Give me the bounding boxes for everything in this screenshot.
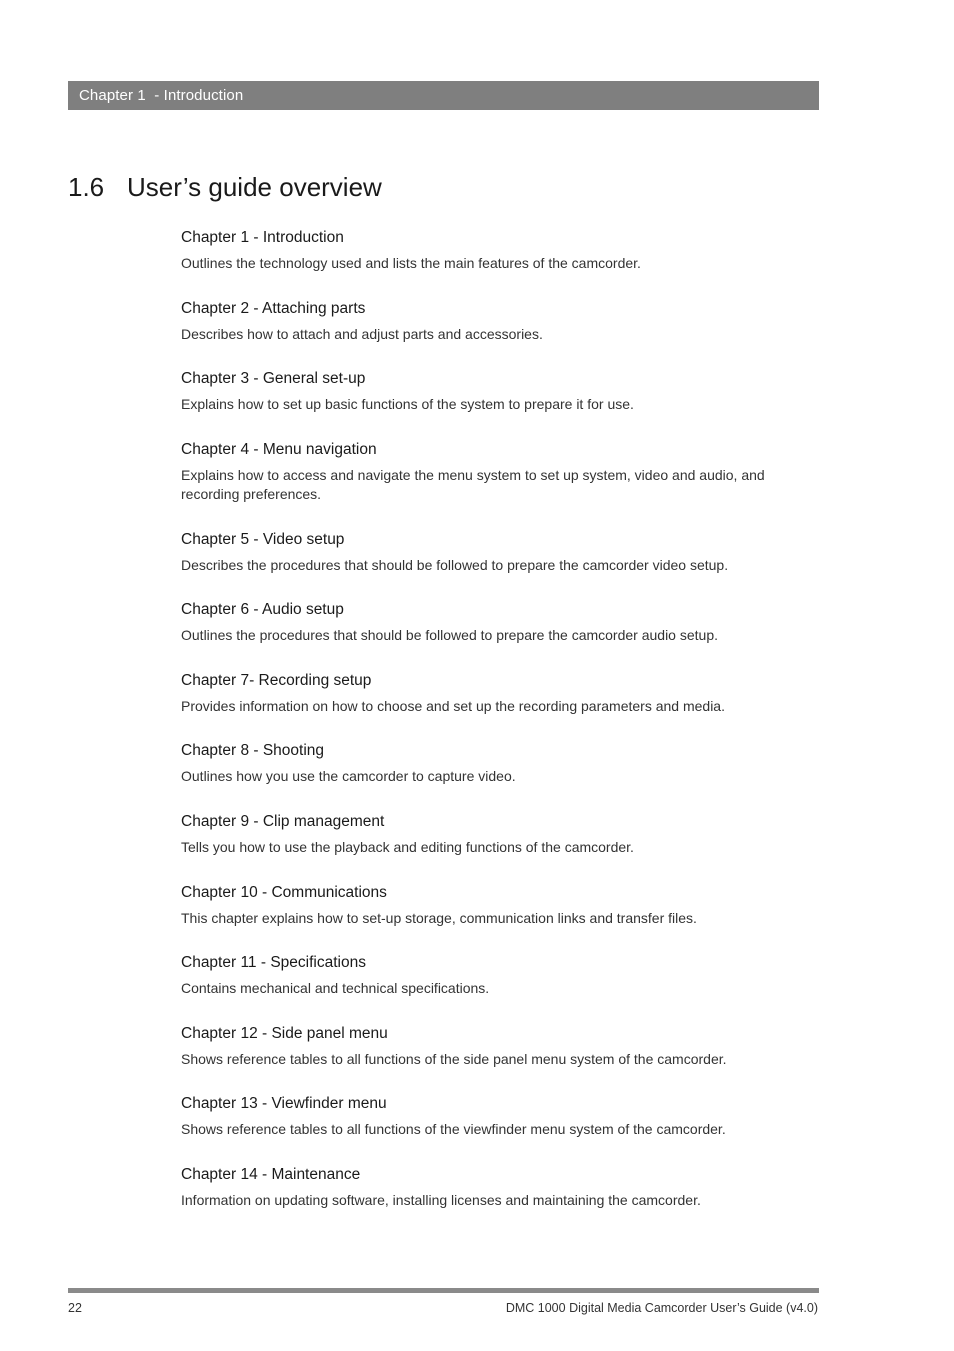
chapter-title: Chapter 7- Recording setup xyxy=(181,672,372,689)
chapter-description: Outlines the procedures that should be followed to prepare the camcorder audio setup. xyxy=(181,627,718,643)
page-title xyxy=(68,172,382,203)
chapter-description: Explains how to set up basic functions of the system to prepare it for use. xyxy=(181,396,634,412)
list-item xyxy=(181,883,821,928)
list-item xyxy=(181,953,821,998)
list-item xyxy=(181,299,821,344)
chapter-description: Outlines the technology used and lists the main features of the camcorder. xyxy=(181,255,641,271)
list-item xyxy=(181,1165,821,1210)
chapter-description: Shows reference tables to all functions of the side panel menu system of the camcorder. xyxy=(181,1051,727,1067)
chapter-title: Chapter 14 - Maintenance xyxy=(181,1166,361,1183)
document-title: DMC 1000 Digital Media Camcorder User’s Guide (v4.0) xyxy=(505,1301,818,1315)
list-item xyxy=(181,1024,821,1069)
chapter-description: Shows reference tables to all functions of the viewfinder menu system of the camcorder. xyxy=(181,1121,726,1137)
chapter-description: Contains mechanical and technical specifications. xyxy=(181,980,490,996)
chapter-description: Outlines how you use the camcorder to capture video. xyxy=(181,768,516,784)
chapter-description: Explains how to access and navigate the menu system to set up system, video and audio, and recording preferences. xyxy=(181,467,765,502)
chapter-title: Chapter 5 - Video setup xyxy=(181,531,345,548)
chapter-title: Chapter 6 - Audio setup xyxy=(181,601,344,618)
list-item xyxy=(181,1094,821,1139)
chapter-description: Tells you how to use the playback and editing functions of the camcorder. xyxy=(181,839,634,855)
list-item xyxy=(181,369,821,414)
list-item xyxy=(181,530,821,575)
page-number: 22 xyxy=(68,1301,82,1315)
footer-divider xyxy=(68,1288,819,1293)
chapter-title: Chapter 12 - Side panel menu xyxy=(181,1025,388,1042)
section-title-text: User’s guide overview xyxy=(127,172,382,202)
chapter-description: Provides information on how to choose and set up the recording parameters and media. xyxy=(181,698,725,714)
chapter-title: Chapter 11 - Specifications xyxy=(181,954,366,971)
section-number: 1.6 xyxy=(68,172,105,202)
list-item xyxy=(181,228,821,273)
chapter-description: This chapter explains how to set-up storage, communication links and transfer files. xyxy=(181,910,697,926)
chapter-description: Describes the procedures that should be followed to prepare the camcorder video setup. xyxy=(181,557,729,573)
chapter-header-label: Chapter 1 - Introduction xyxy=(79,87,244,104)
chapter-title: Chapter 3 - General set-up xyxy=(181,370,366,387)
chapter-description: Information on updating software, installing licenses and maintaining the camcorder. xyxy=(181,1192,701,1208)
list-item xyxy=(181,600,821,645)
chapter-title: Chapter 8 - Shooting xyxy=(181,742,325,759)
list-item xyxy=(181,671,821,716)
chapter-title: Chapter 13 - Viewfinder menu xyxy=(181,1095,387,1112)
chapter-title: Chapter 10 - Communications xyxy=(181,884,387,901)
chapter-title: Chapter 1 - Introduction xyxy=(181,229,344,246)
list-item xyxy=(181,741,821,786)
chapter-description: Describes how to attach and adjust parts and accessories. xyxy=(181,326,543,342)
chapter-title: Chapter 9 - Clip management xyxy=(181,813,385,830)
chapter-title: Chapter 2 - Attaching parts xyxy=(181,300,366,317)
list-item xyxy=(181,812,821,857)
list-item xyxy=(181,440,821,504)
chapter-header-bar xyxy=(68,81,819,110)
chapter-title: Chapter 4 - Menu navigation xyxy=(181,441,377,458)
